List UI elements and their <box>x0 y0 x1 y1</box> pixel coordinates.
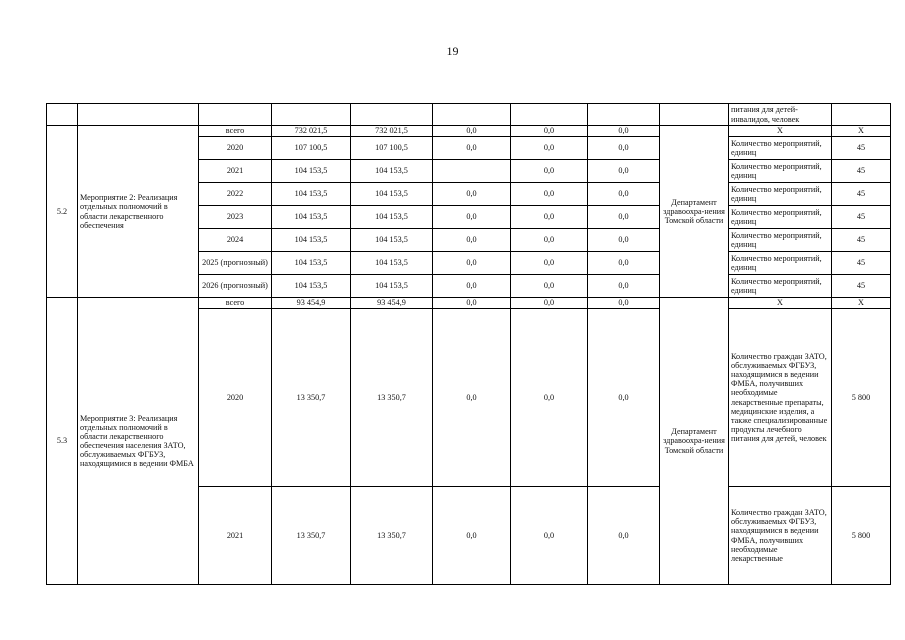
value-cell: 45 <box>832 252 891 275</box>
indicator-cell: Количество мероприятий, единиц <box>729 275 832 298</box>
amount-cell: 732 021,5 <box>351 126 433 137</box>
amount-cell: 0,0 <box>511 275 588 298</box>
indicator-cell: Количество граждан ЗАТО, обслуживаемых ФГБУЗ, находящимися в ведении ФМБА, получивших необходимые лекарственные препараты, медицинские изделия, а также специализированные продукты лечебного питания для детей, человек <box>729 309 832 487</box>
value-cell: Х <box>832 126 891 137</box>
table-row <box>47 126 891 137</box>
row-number: 5.3 <box>47 298 78 585</box>
value-cell: Х <box>832 298 891 309</box>
value-cell: 45 <box>832 160 891 183</box>
amount-cell: 13 350,7 <box>272 487 351 585</box>
year-cell: всего <box>199 126 272 137</box>
value-cell: 45 <box>832 137 891 160</box>
indicator-cell: Количество мероприятий, единиц <box>729 229 832 252</box>
value-cell: 5 800 <box>832 309 891 487</box>
amount-cell: 104 153,5 <box>351 160 433 183</box>
year-cell: 2020 <box>199 137 272 160</box>
activity-name: Мероприятие 2: Реализация отдельных полномочий в области лекарственного обеспечения <box>78 126 199 298</box>
amount-cell: 104 153,5 <box>351 183 433 206</box>
indicator-cell: Количество мероприятий, единиц <box>729 206 832 229</box>
indicator-cell: Количество мероприятий, единиц <box>729 160 832 183</box>
indicator-cell: Х <box>729 298 832 309</box>
value-cell: 45 <box>832 183 891 206</box>
amount-cell: 13 350,7 <box>351 309 433 487</box>
amount-cell: 104 153,5 <box>351 229 433 252</box>
program-table <box>46 103 891 585</box>
indicator-cell: питания для детей-инвалидов, человек <box>729 104 832 126</box>
year-cell: 2024 <box>199 229 272 252</box>
year-cell: 2022 <box>199 183 272 206</box>
amount-cell: 0,0 <box>433 126 511 137</box>
table-cell <box>78 104 199 126</box>
activity-name: Мероприятие 3: Реализация отдельных полномочий в области лекарственного обеспечения населения ЗАТО, обслуживаемых ФГБУЗ, находящимися в ведении ФМБА <box>78 298 199 585</box>
amount-cell: 0,0 <box>588 309 660 487</box>
table-cell <box>272 104 351 126</box>
table-cell <box>511 104 588 126</box>
amount-cell: 0,0 <box>433 487 511 585</box>
amount-cell: 0,0 <box>511 206 588 229</box>
amount-cell: 732 021,5 <box>272 126 351 137</box>
table-row <box>47 104 891 126</box>
amount-cell: 107 100,5 <box>272 137 351 160</box>
value-cell: 45 <box>832 275 891 298</box>
department-cell: Департамент здравоохра-нения Томской области <box>660 298 729 585</box>
page-number: 19 <box>446 44 459 58</box>
amount-cell: 0,0 <box>588 160 660 183</box>
table-cell <box>660 104 729 126</box>
year-cell: 2021 <box>199 160 272 183</box>
amount-cell: 104 153,5 <box>351 206 433 229</box>
amount-cell: 104 153,5 <box>272 160 351 183</box>
amount-cell: 0,0 <box>511 309 588 487</box>
amount-cell: 0,0 <box>433 275 511 298</box>
table-cell <box>351 104 433 126</box>
amount-cell: 0,0 <box>511 487 588 585</box>
table-cell <box>47 104 78 126</box>
amount-cell: 0,0 <box>588 183 660 206</box>
indicator-cell: Количество мероприятий, единиц <box>729 183 832 206</box>
amount-cell: 0,0 <box>511 183 588 206</box>
amount-cell: 104 153,5 <box>272 275 351 298</box>
year-cell: 2023 <box>199 206 272 229</box>
amount-cell: 0,0 <box>511 126 588 137</box>
amount-cell: 104 153,5 <box>272 183 351 206</box>
table-cell <box>588 104 660 126</box>
amount-cell: 0,0 <box>588 252 660 275</box>
amount-cell: 0,0 <box>588 275 660 298</box>
amount-cell: 0,0 <box>511 229 588 252</box>
amount-cell: 0,0 <box>588 206 660 229</box>
indicator-cell: Х <box>729 126 832 137</box>
table-cell <box>832 104 891 126</box>
amount-cell: 104 153,5 <box>272 229 351 252</box>
amount-cell: 0,0 <box>588 298 660 309</box>
amount-cell: 0,0 <box>433 229 511 252</box>
year-cell: 2020 <box>199 309 272 487</box>
amount-cell: 0,0 <box>588 229 660 252</box>
amount-cell <box>433 160 511 183</box>
amount-cell: 93 454,9 <box>272 298 351 309</box>
value-cell: 45 <box>832 229 891 252</box>
amount-cell: 0,0 <box>433 252 511 275</box>
amount-cell: 107 100,5 <box>351 137 433 160</box>
value-cell: 45 <box>832 206 891 229</box>
amount-cell: 93 454,9 <box>351 298 433 309</box>
year-cell: 2021 <box>199 487 272 585</box>
department-cell: Департамент здравоохра-нения Томской области <box>660 126 729 298</box>
amount-cell: 0,0 <box>588 137 660 160</box>
year-cell: 2025 (прогнозный) <box>199 252 272 275</box>
year-cell: 2026 (прогнозный) <box>199 275 272 298</box>
amount-cell: 0,0 <box>433 298 511 309</box>
amount-cell: 0,0 <box>588 487 660 585</box>
year-cell: всего <box>199 298 272 309</box>
amount-cell: 13 350,7 <box>272 309 351 487</box>
indicator-cell: Количество граждан ЗАТО, обслуживаемых ФГБУЗ, находящимися в ведении ФМБА, получивших необходимые лекарственные <box>729 487 832 585</box>
amount-cell: 0,0 <box>433 206 511 229</box>
value-cell: 5 800 <box>832 487 891 585</box>
amount-cell: 0,0 <box>433 183 511 206</box>
amount-cell: 0,0 <box>433 137 511 160</box>
amount-cell: 0,0 <box>511 160 588 183</box>
indicator-cell: Количество мероприятий, единиц <box>729 252 832 275</box>
amount-cell: 0,0 <box>511 137 588 160</box>
amount-cell: 0,0 <box>433 309 511 487</box>
amount-cell: 0,0 <box>588 126 660 137</box>
table-cell <box>199 104 272 126</box>
amount-cell: 104 153,5 <box>272 206 351 229</box>
amount-cell: 104 153,5 <box>272 252 351 275</box>
row-number: 5.2 <box>47 126 78 298</box>
table-cell <box>433 104 511 126</box>
amount-cell: 104 153,5 <box>351 252 433 275</box>
amount-cell: 0,0 <box>511 252 588 275</box>
indicator-cell: Количество мероприятий, единиц <box>729 137 832 160</box>
amount-cell: 0,0 <box>511 298 588 309</box>
amount-cell: 104 153,5 <box>351 275 433 298</box>
amount-cell: 13 350,7 <box>351 487 433 585</box>
table-row <box>47 298 891 309</box>
